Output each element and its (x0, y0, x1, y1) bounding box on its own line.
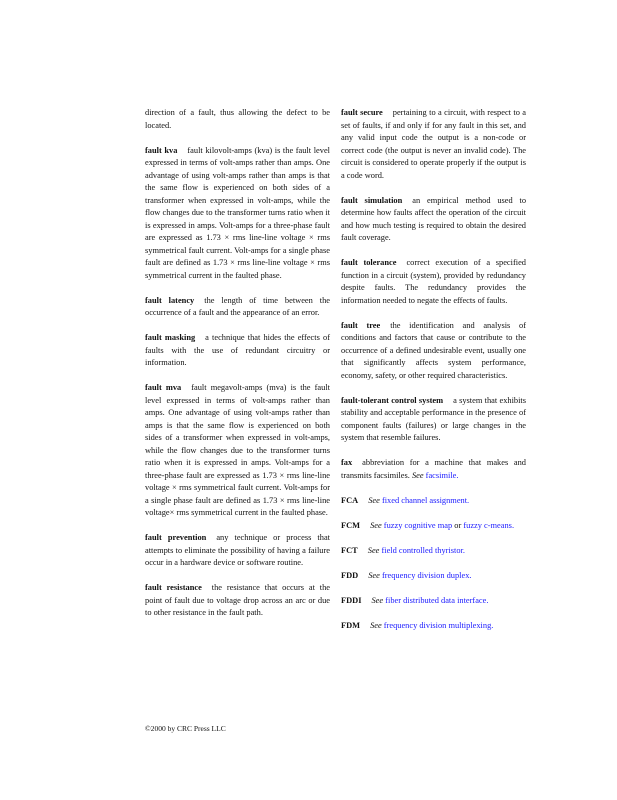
entry-fault-secure (341, 107, 526, 182)
entry-fault-mva (145, 382, 330, 520)
entry-fct (341, 545, 526, 558)
cross-reference-link[interactable]: field controlled thyristor. (381, 545, 465, 555)
term: FCM (341, 520, 361, 530)
entry-fault-tolerance (341, 257, 526, 307)
term: FDD (341, 570, 359, 580)
term: FCA (341, 495, 359, 505)
definition: fault megavolt-amps (mva) is the fault level expressed in terms of volt-amps rather than amps. One advantage of using volt-amps rather than amps is that the same flow is experienced on both sides of a transformer when expressed in volt-amps, while the flow changes due to the transformer turns ratio when it is expressed in amps. Volt-amps for a three-phase fault are expressed as 1.73 × rms line-line voltage × rms symmetrical fault current. Volt-amps for a single phase fault are defined as 1.73 × rms line-line voltage× rms symmetrical current in the faulted phase. (145, 383, 330, 517)
entry-fault-tolerant-control-system (341, 395, 526, 445)
right-column (341, 107, 526, 645)
left-column (145, 107, 330, 632)
entry-fdd (341, 570, 526, 583)
term: fax (341, 458, 353, 467)
term: fault kva (145, 145, 178, 155)
see-label: See (368, 570, 380, 580)
see-label: See (370, 520, 382, 530)
entry-fault-masking (145, 332, 330, 370)
term: fault prevention (145, 533, 207, 542)
definition: correct execution of a specified function in a circuit (system), provided by redundancy despite faults. The redundancy provides the information needed to negate the effects of faults. (341, 258, 526, 305)
cross-reference-link[interactable]: fiber distributed data interface. (385, 595, 489, 605)
cross-reference-link[interactable]: fuzzy c-means. (463, 520, 515, 530)
entry-fcm (341, 520, 526, 533)
term: FCT (341, 545, 358, 555)
term: FDDI (341, 595, 362, 605)
continuation-text: direction of a fault, thus allowing the defect to be located. (145, 108, 330, 130)
cross-reference-link[interactable]: facsimile. (425, 470, 459, 480)
definition: a technique that hides the effects of faults with the use of redundant circuitry or information. (145, 333, 330, 367)
term: FDM (341, 620, 361, 630)
term: fault tolerance (341, 258, 397, 267)
see-label: See (370, 620, 382, 630)
entry-fault-latency (145, 295, 330, 320)
term: fault resistance (145, 583, 202, 592)
definition: the identification and analysis of conditions and factors that cause or contribute to the occurrence of a defined undesirable event, usually one that significantly affects system performance, economy, safety, or other required characteristics. (341, 320, 526, 380)
entry-fault-kva (145, 145, 330, 283)
cross-reference-link[interactable]: fuzzy cognitive map (383, 520, 453, 530)
definition: abbreviation for a machine that makes and transmits facsimiles. (341, 458, 526, 480)
definition: fault kilovolt-amps (kva) is the fault level expressed in terms of volt-amps rather than amps. One advantage of using volt-amps rather than amps is that the same flow is experienced on both sides of a transformer when expressed in volt-amps, while the flow changes due to the transformer turns ratio when it is expressed in amps. Volt-amps for a three-phase fault are expressed as 1.73 × rms line-line voltage × rms symmetrical fault current. Volt-amps for a single phase fault are defined as 1.73 × rms line-line voltage × rms symmetrical current in the faulted phase. (145, 145, 330, 280)
term: fault mva (145, 383, 182, 392)
cross-reference-link[interactable]: frequency division duplex. (381, 570, 472, 580)
definition: the length of time between the occurrence of a fault and the appearance of an error. (145, 295, 330, 317)
definition: pertaining to a circuit, with respect to a set of faults, if and only if for any fault in this set, and any valid input code the output is a non-code or correct code (the output is never an invalid code). The circuit is considered to operate properly if the output is a code word. (341, 108, 526, 180)
term: fault secure (341, 108, 383, 117)
definition: an empirical method used to determine how faults affect the operation of the circuit and how much testing is required to obtain the desired fault coverage. (341, 195, 527, 242)
entry-fax (341, 457, 526, 482)
entry-fdm (341, 620, 526, 633)
definition: a system that exhibits stability and acceptable performance in the presence of component faults (failures) or large changes in the system that resemble failures. (341, 395, 526, 442)
see-label: See (371, 595, 384, 605)
see-label: See (368, 495, 380, 505)
entry-fault-resistance (145, 582, 330, 620)
entry-fault-simulation (341, 195, 526, 245)
entry-fddi (341, 595, 526, 608)
term: fault latency (145, 295, 195, 305)
or-text: or (454, 520, 462, 530)
copyright-footer: ©2000 by CRC Press LLC (145, 724, 226, 733)
entry-fca (341, 495, 526, 508)
definition: the resistance that occurs at the point of fault due to voltage drop across an arc or due to other resistance in the fault path. (145, 583, 330, 617)
term: fault masking (145, 333, 196, 342)
cross-reference-link[interactable]: frequency division multiplexing. (383, 620, 494, 630)
term: fault tree (341, 320, 381, 330)
entry-fault-tree (341, 320, 526, 383)
entry-fault-prevention (145, 532, 330, 570)
see-label: See (367, 545, 380, 555)
term: fault-tolerant control system (341, 395, 444, 405)
cross-reference-link[interactable]: fixed channel assignment. (381, 495, 470, 505)
term: fault simulation (341, 195, 403, 205)
definition: any technique or process that attempts to eliminate the possibility of having a failure occur in a hardware device or software routine. (145, 533, 330, 567)
see-label: See (411, 470, 424, 480)
